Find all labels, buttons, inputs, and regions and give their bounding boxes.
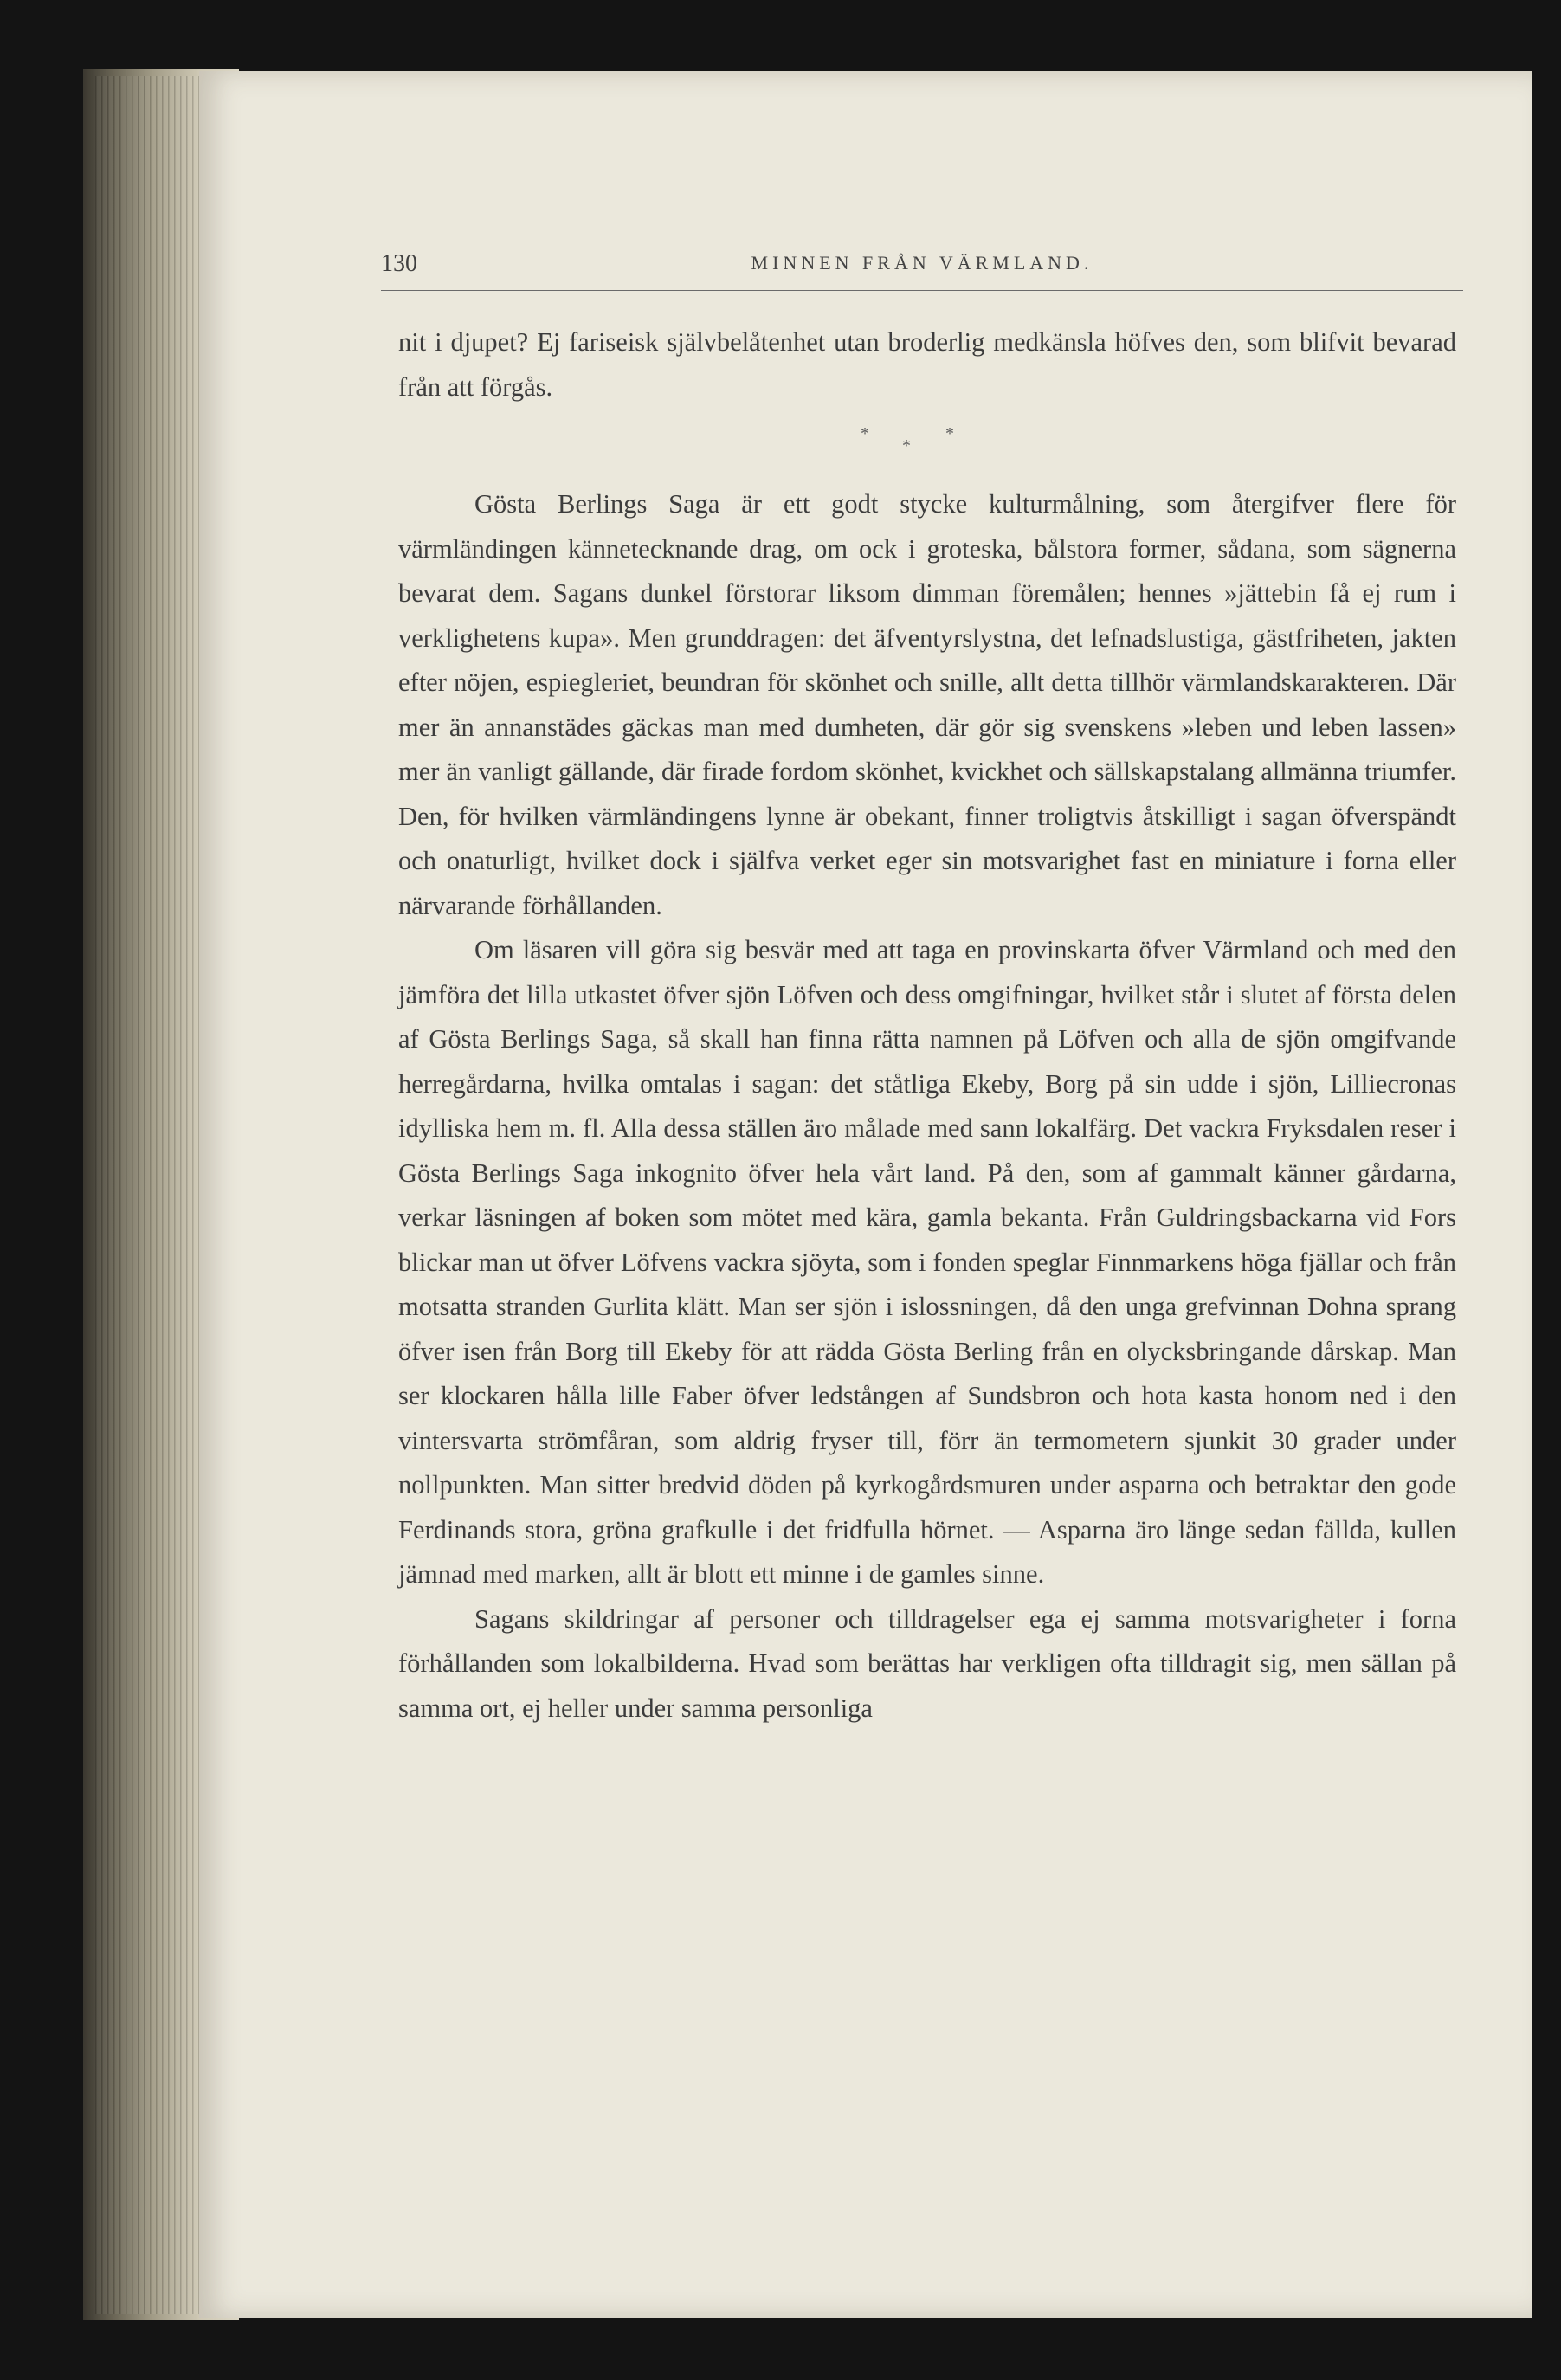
- paragraph-provinskarta: Om läsaren vill göra sig besvär med att taga en provinskarta öfver Värmland och med den jämföra det lilla utkastet öfver sjön Löfven och dess omgifningar, hvilket står i slutet af första delen af Gösta Berlings Saga, så skall han finna rätta namnen på Löfven och alla de sjön omgifvande herregårdarna, hvilka omtalas i sagan: det ståtliga Ekeby, Borg på sin udde i sjön, Lilliecronas idylliska hem m. fl. Alla dessa ställen äro målade med sann lokalfärg. Det vackra Fryksdalen reser i Gösta Berlings Saga inkognito öfver hela vårt land. På den, som af gammalt känner gårdarna, verkar läsningen af boken som mötet med kära, gamla bekanta. Från Guldringsbackarna vid Fors blickar man ut öfver Löfvens vackra sjöyta, som i fonden speglar Finnmarkens höga fjällar och från motsatta stranden Gurlita klätt. Man ser sjön i islossningen, då den unga grefvinnan Dohna sprang öfver isen från Borg till Ekeby för att rädda Gösta Berling från en olycksbringande dårskap. Man ser klockaren hålla lille Faber öfver ledstången af Sundsbron och hota kasta honom ned i den vintersvarta strömfåran, som aldrig fryser till, förr än termometern sjunkit 30 grader under nollpunkten. Man sitter bredvid döden på kyrkogårdsmuren under asparna och betraktar den gode Ferdinands stora, gröna grafkulle i det fridfulla hörnet. — Asparna äro länge sedan fällda, kullen jämnad med marken, allt är blott ett minne i de gamles sinne.: [398, 935, 1456, 1589]
- running-title: MINNEN FRÅN VÄRMLAND.: [751, 252, 1093, 274]
- asterisk-3: *: [945, 424, 954, 443]
- asterisk-1: *: [861, 424, 869, 443]
- section-separator: [398, 410, 1456, 482]
- running-head: [381, 247, 1463, 291]
- paragraph-continuation: nit i djupet? Ej fariseisk självbelåtenhet utan broderlig medkänsla höfves den, som blifvit bevarad från att förgås.: [398, 327, 1456, 402]
- paragraph-sagans-skildringar: Sagans skildringar af personer och tilldragelser ega ej samma motsvarigheter i forna förhållanden som lokalbilderna. Hvad som berättas har verkligen ofta tilldragit sig, men sällan på samma ort, ej heller under samma personliga: [398, 1603, 1456, 1723]
- page-number: 130: [381, 250, 417, 277]
- body-text: [398, 320, 1456, 1731]
- asterisk-2: *: [902, 436, 911, 455]
- paragraph-gosta-berlings-saga: Gösta Berlings Saga är ett godt stycke kulturmålning, som återgifver flere för värmländingen kännetecknande drag, om ock i groteska, bålstora former, sådana, som sägnerna bevarat dem. Sagans dunkel förstorar liksom dimman föremålen; hennes »jättebin få ej rum i verklighetens kupa». Men grunddragen: det äfventyrslystna, det lefnadslustiga, gästfriheten, jakten efter nöjen, espiegleriet, beundran för skönhet och snille, allt detta tillhör värmlandskarakteren. Där mer än annanstädes gäckas man med dumheten, där gör sig svenskens »leben und leben lassen» mer än vanligt gällande, där firade fordom skönhet, kvickhet och sällskapstalang allmänna triumfer. Den, för hvilken värmländingens lynne är obekant, finner troligtvis åtskilligt i sagan öfverspändt och onaturligt, hvilket dock i själfva verket eger sin motsvarighet fast en miniature i forna eller närvarande förhållanden.: [398, 489, 1456, 920]
